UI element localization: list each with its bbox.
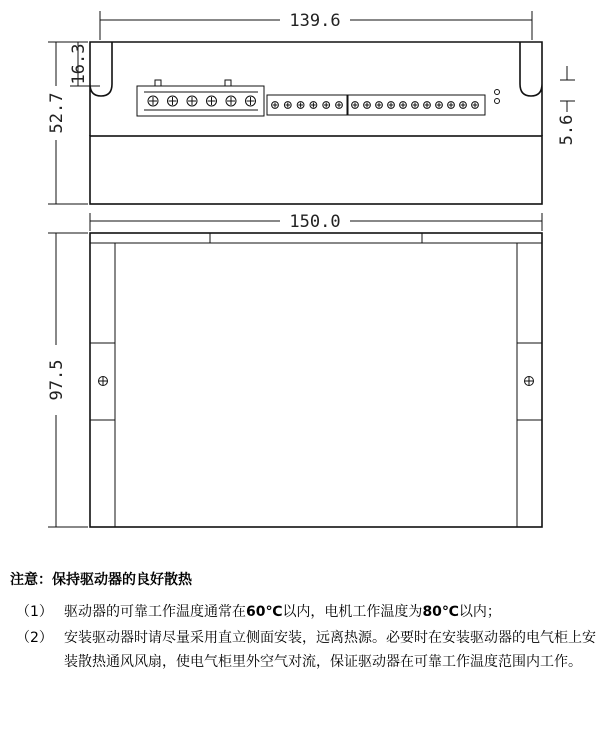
terminal-pin [388, 102, 395, 109]
dim-slot-depth: 16.3 [69, 43, 89, 85]
terminal-pin [448, 102, 455, 109]
terminal-pin [168, 96, 178, 106]
note-text-part: 以内，电机工作温度为 [282, 604, 423, 620]
terminal-pin [310, 102, 317, 109]
terminal-pin [364, 102, 371, 109]
terminal-pin [297, 102, 304, 109]
motor-temp-value: 80℃ [422, 604, 459, 620]
terminal-block-6pin [137, 80, 264, 116]
terminal-pin [207, 96, 217, 106]
terminal-pin [412, 102, 419, 109]
terminal-pin [148, 96, 158, 106]
driver-temp-value: 60℃ [246, 604, 283, 620]
dim-width-top: 139.6 [289, 11, 341, 31]
terminal-pin [246, 96, 256, 106]
top-view [47, 11, 577, 204]
dim-width-front: 150.0 [289, 212, 341, 232]
note-text [64, 600, 605, 624]
note-item-2 [10, 626, 605, 674]
terminal-pin [460, 102, 467, 109]
note-item-1 [10, 600, 605, 624]
terminal-pin [436, 102, 443, 109]
note-text: 安装驱动器时请尽量采用直立侧面安装，远离热源。必要时在安装驱动器的电气柜上安装散热通风风扇，使电气柜里外空气对流，保证驱动器在可靠工作温度范围内工作。 [64, 630, 596, 670]
dim-height-top: 52.7 [47, 92, 67, 134]
notes-section [10, 568, 605, 676]
dim-height-front: 97.5 [47, 359, 67, 401]
terminal-pin [424, 102, 431, 109]
note-text-part: 驱动器的可靠工作温度通常在 [64, 604, 246, 620]
note-text-part: 以内； [458, 604, 501, 620]
front-view [47, 212, 542, 527]
terminal-pin [336, 102, 343, 109]
terminal-pin [187, 96, 197, 106]
dim-slot-width: 5.6 [557, 114, 577, 146]
terminal-pin [323, 102, 330, 109]
terminal-pin [226, 96, 236, 106]
note-number: （1） [16, 604, 53, 620]
terminal-pin [352, 102, 359, 109]
terminal-pin [472, 102, 479, 109]
screw-icon [525, 377, 534, 386]
led-indicator [495, 90, 500, 95]
note-number: （2） [16, 630, 53, 646]
top-view-upper-outline [90, 42, 542, 136]
led-indicator [495, 99, 500, 104]
top-view-lower-body [90, 136, 542, 204]
terminal-pin [284, 102, 291, 109]
terminal-block-6pin-small [267, 95, 347, 115]
notes-title: 注意：保持驱动器的良好散热 [10, 572, 192, 588]
screw-icon [99, 377, 108, 386]
terminal-pin [376, 102, 383, 109]
front-view-outline [90, 233, 542, 527]
terminal-pin [400, 102, 407, 109]
terminal-pin [272, 102, 279, 109]
